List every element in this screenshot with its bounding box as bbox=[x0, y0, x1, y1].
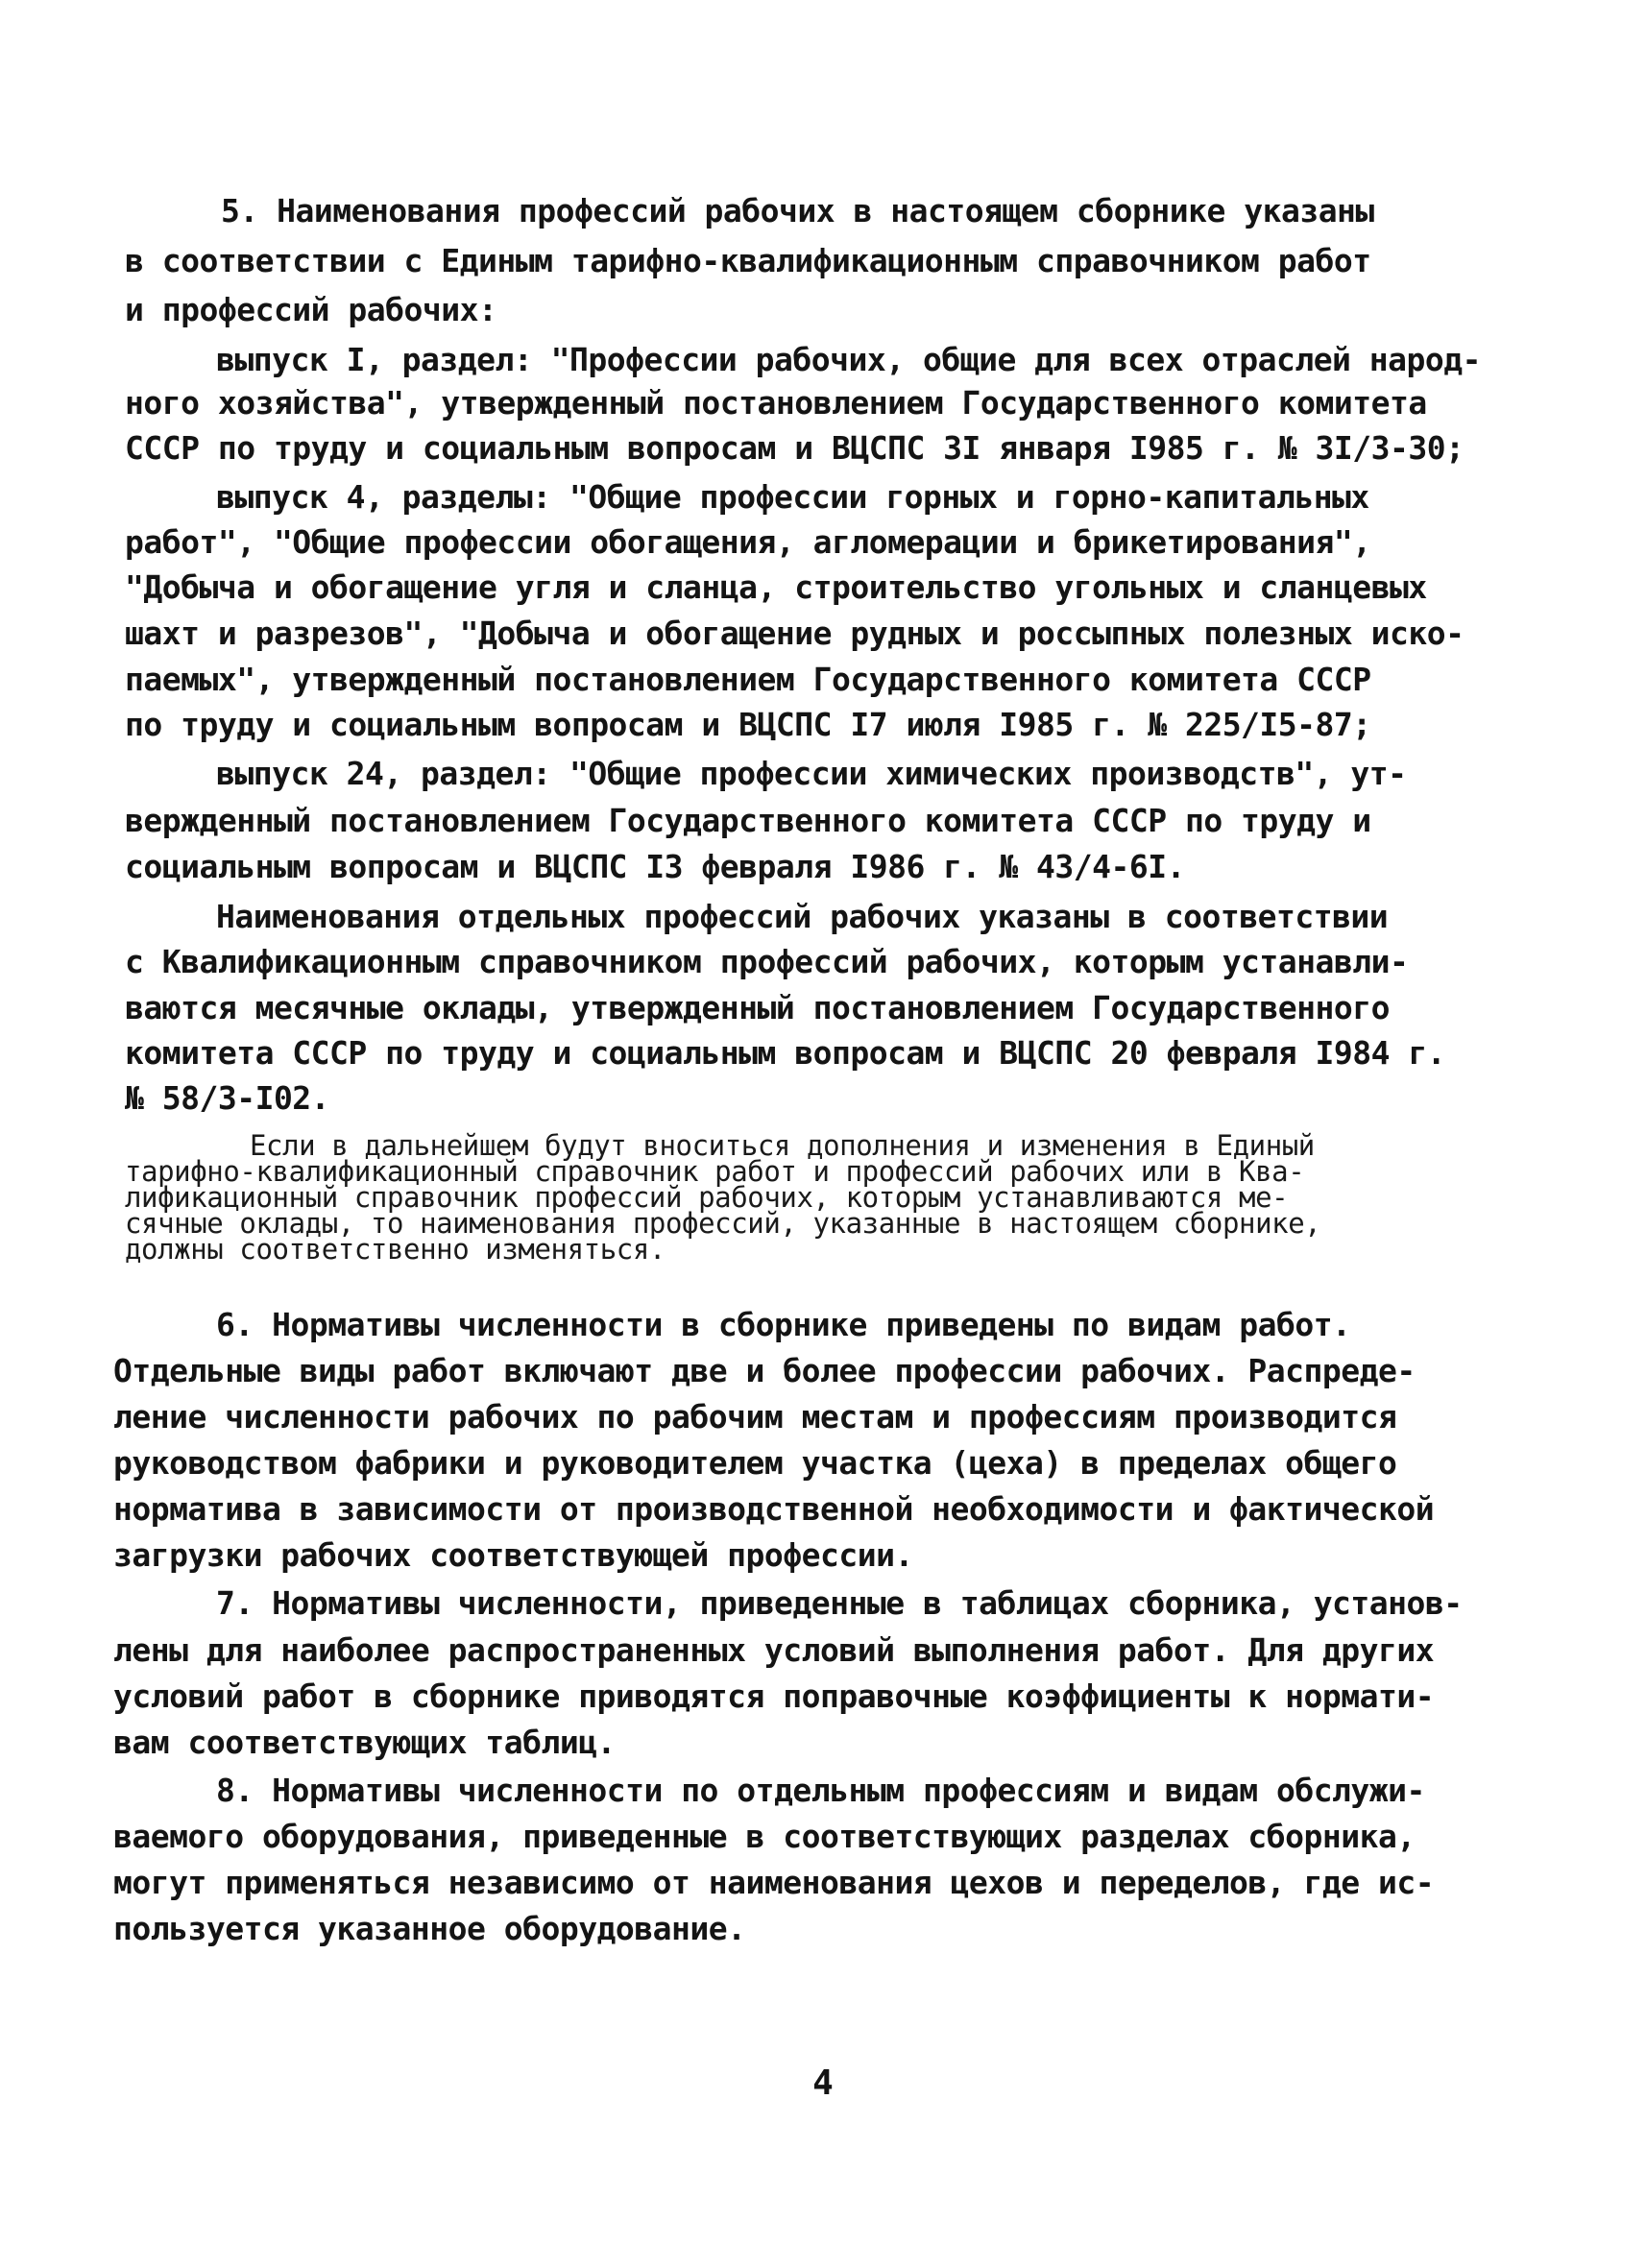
release4-line-5: паемых", утвержденный постановлением Государственного комитета СССР bbox=[125, 661, 1371, 698]
p6-line-3: ление численности рабочих по рабочим местам и профессиям производится bbox=[113, 1398, 1397, 1436]
p8-line-3: могут применяться независимо от наименования цехов и переделов, где ис- bbox=[113, 1864, 1435, 1901]
p8-line-1: 8. Нормативы численности по отдельным профессиям и видам обслужи- bbox=[216, 1772, 1425, 1809]
p6-line-6: загрузки рабочих соответствующей профессии. bbox=[113, 1536, 913, 1574]
p8-line-2: ваемого оборудования, приведенные в соответствующих разделах сборника, bbox=[113, 1818, 1416, 1855]
monthly-line-1: Наименования отдельных профессий рабочих указаны в соответствии bbox=[216, 898, 1389, 935]
release4-line-6: по труду и социальным вопросам и ВЦСПС I7 июля I985 г. № 225/I5-87; bbox=[125, 706, 1371, 743]
note-line-4: сячные оклады, то наименования профессий, указанные в настоящем сборнике, bbox=[125, 1207, 1321, 1240]
release4-line-3: "Добыча и обогащение угля и сланца, строительство угольных и сланцевых bbox=[125, 568, 1427, 606]
note-line-1: Если в дальнейшем будут вноситься дополнения и изменения в Единый bbox=[250, 1129, 1315, 1162]
release4-line-1: выпуск 4, разделы: "Общие профессии горных и горно-капитальных bbox=[216, 478, 1369, 516]
monthly-line-3: ваются месячные оклады, утвержденный постановлением Государственного bbox=[125, 989, 1391, 1026]
note-line-5: должны соответственно изменяться. bbox=[125, 1233, 666, 1266]
release1-line-2: ного хозяйства", утвержденный постановлением Государственного комитета bbox=[125, 384, 1427, 422]
release24-line-3: социальным вопросам и ВЦСПС I3 февраля I986 г. № 43/4-6I. bbox=[125, 848, 1185, 885]
p6-line-1: 6. Нормативы численности в сборнике приведены по видам работ. bbox=[216, 1306, 1351, 1343]
p7-line-2: лены для наиболее распространенных условий выполнения работ. Для других bbox=[113, 1631, 1435, 1669]
p7-line-1: 7. Нормативы численности, приведенные в таблицах сборника, установ- bbox=[216, 1584, 1463, 1622]
p7-line-4: вам соответствующих таблиц. bbox=[113, 1724, 616, 1761]
page-number: 4 bbox=[812, 2063, 834, 2103]
release24-line-1: выпуск 24, раздел: "Общие профессии химических производств", ут- bbox=[216, 755, 1407, 792]
monthly-line-4: комитета СССР по труду и социальным вопросам и ВЦСПС 20 февраля I984 г. bbox=[125, 1034, 1446, 1072]
note-line-2: тарифно-квалификационный справочник работ и профессий рабочих или в Ква- bbox=[125, 1155, 1305, 1188]
release4-line-2: работ", "Общие профессии обогащения, агломерации и брикетирования", bbox=[125, 523, 1371, 561]
p6-line-5: норматива в зависимости от производственной необходимости и фактической bbox=[113, 1490, 1435, 1528]
note-line-3: лификационный справочник профессий рабочих, которым устанавливаются ме- bbox=[125, 1181, 1289, 1214]
p5-line-3: и профессий рабочих: bbox=[125, 291, 497, 328]
release4-line-4: шахт и разрезов", "Добыча и обогащение рудных и россыпных полезных иско- bbox=[125, 615, 1464, 652]
p5-line-1: 5. Наименования профессий рабочих в настоящем сборнике указаны bbox=[221, 192, 1374, 229]
p6-line-4: руководством фабрики и руководителем участка (цеха) в пределах общего bbox=[113, 1444, 1397, 1482]
release1-line-3: СССР по труду и социальным вопросам и ВЦСПС 3I января I985 г. № 3I/3-30; bbox=[125, 429, 1464, 467]
p6-line-2: Отдельные виды работ включают две и более профессии рабочих. Распреде- bbox=[113, 1352, 1416, 1389]
monthly-line-5: № 58/3-I02. bbox=[125, 1079, 330, 1117]
monthly-line-2: с Квалификационным справочником профессий рабочих, которым устанавли- bbox=[125, 943, 1409, 980]
release24-line-2: вержденный постановлением Государственного комитета СССР по труду и bbox=[125, 802, 1371, 839]
p5-line-2: в соответствии с Единым тарифно-квалификационным справочником работ bbox=[125, 242, 1371, 279]
p8-line-4: пользуется указанное оборудование. bbox=[113, 1910, 746, 1947]
p7-line-3: условий работ в сборнике приводятся поправочные коэффициенты к нормати- bbox=[113, 1677, 1435, 1715]
release1-line-1: выпуск I, раздел: "Профессии рабочих, общие для всех отраслей народ- bbox=[216, 341, 1482, 378]
